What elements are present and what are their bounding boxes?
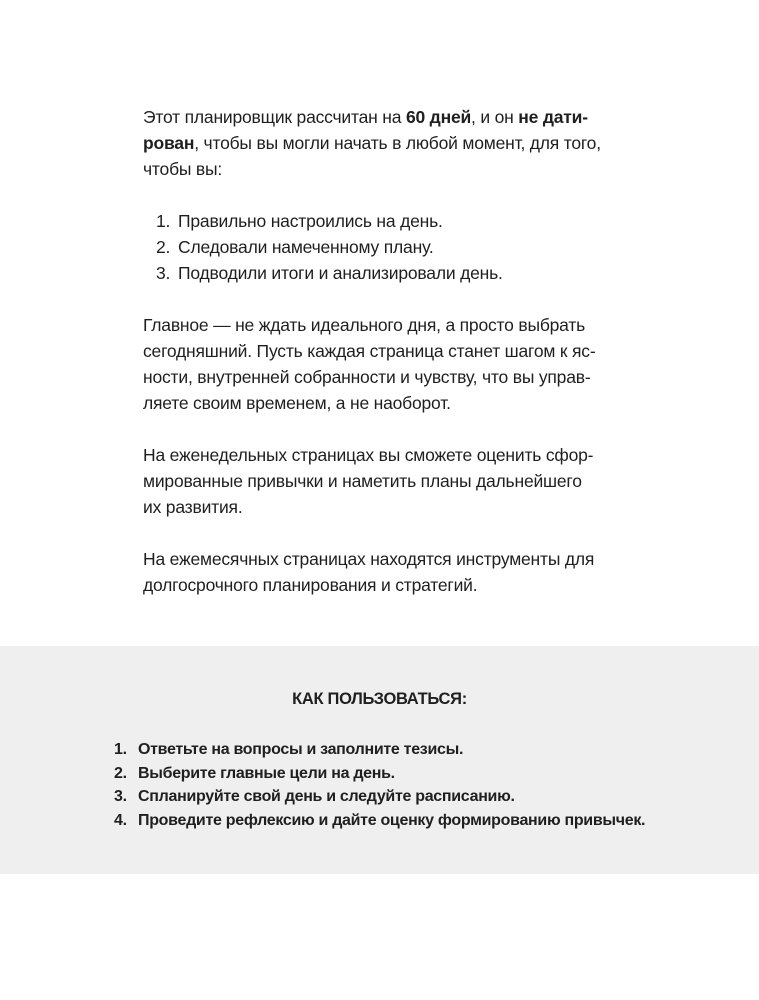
goals-list	[143, 208, 623, 286]
list-number: 3.	[114, 788, 127, 805]
list-text: Следовали намеченному плану.	[178, 237, 434, 257]
list-text: Подводили итоги и анализировали день.	[178, 263, 503, 283]
list-number: 4.	[114, 811, 127, 829]
goals-list-item	[143, 208, 623, 234]
list-text: Проведите рефлексию и дайте оценку формированию привычек.	[138, 811, 646, 829]
list-text: Ответьте на вопросы и заполните тезисы.	[138, 741, 464, 758]
how-to-use-item	[114, 785, 645, 809]
list-number: 3.	[156, 263, 171, 283]
intro-text: чтобы вы:	[143, 159, 223, 179]
list-number: 2.	[114, 764, 127, 782]
list-number: 2.	[156, 237, 171, 257]
how-to-use-title: КАК ПОЛЬЗОВАТЬСЯ:	[292, 690, 467, 708]
paragraph-line: их развития.	[143, 497, 243, 517]
paragraph-line: мированные привычки и наметить планы дальнейшего	[143, 471, 582, 491]
paragraph-line: На ежемесячных страницах находятся инструменты для	[143, 549, 595, 569]
list-number: 1.	[156, 211, 171, 231]
intro-content	[143, 104, 623, 598]
intro-text: , чтобы вы могли начать в любой момент, для того,	[194, 133, 601, 153]
days-count: 60 дней	[405, 107, 472, 127]
how-to-use-item	[114, 738, 645, 762]
how-to-use-list	[114, 738, 645, 832]
how-to-use-item	[114, 762, 645, 786]
how-to-use-panel	[0, 646, 759, 874]
goals-list-item	[143, 234, 623, 260]
goals-list-item	[143, 260, 623, 286]
list-text: Правильно настроились на день.	[178, 211, 443, 231]
paragraph-line: долгосрочного планирования и стратегий.	[143, 575, 478, 595]
list-text: Выберите главные цели на день.	[138, 764, 395, 782]
paragraph-line: На еженедельных страницах вы сможете оценить сфор-	[143, 445, 594, 465]
weekly-pages-paragraph	[143, 442, 623, 520]
intro-text: Этот планировщик рассчитан на	[143, 107, 406, 127]
monthly-pages-paragraph	[143, 546, 623, 598]
paragraph-line: Главное — не ждать идеального дня, а просто выбрать	[143, 315, 586, 335]
paragraph-line: ности, внутренней собранности и чувству, что вы управ-	[143, 367, 591, 387]
how-to-use-item	[114, 809, 645, 833]
intro-paragraph	[143, 104, 623, 182]
list-text: Спланируйте свой день и следуйте расписанию.	[138, 788, 515, 805]
paragraph-line: сегодняшний. Пусть каждая страница станет шагом к яс-	[143, 341, 596, 361]
undated-emphasis: не дати-	[518, 107, 588, 127]
main-idea-paragraph	[143, 312, 623, 416]
list-number: 1.	[114, 741, 127, 758]
intro-text: , и он	[471, 107, 519, 127]
undated-emphasis: рован	[143, 133, 195, 153]
paragraph-line: ляете своим временем, а не наоборот.	[143, 393, 451, 413]
